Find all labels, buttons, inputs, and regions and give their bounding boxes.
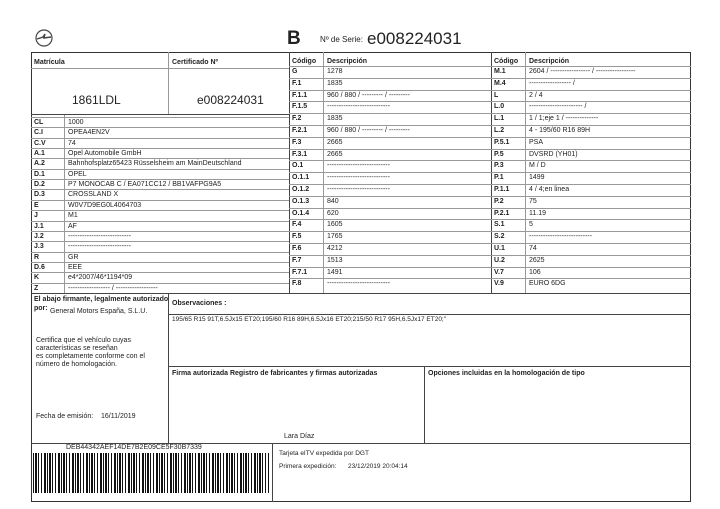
certifica-line-2: características se reseñan [36,345,118,352]
middle-value: 620 [327,209,339,217]
right-value: 4 / 4;en linea [529,186,570,193]
left-value: AF [68,222,77,230]
left-code: D.6 [34,263,45,271]
signer-label: El abajo firmante, legalmente autorizado [34,296,169,303]
middle-value: 960 / 880 / --------- / --------- [327,127,410,134]
right-value: EURO 6DG [529,280,566,288]
right-value: 5 [529,221,533,229]
middle-value: 1513 [327,256,343,264]
right-code: V.9 [494,280,504,288]
fecha-value: 16/11/2019 [101,413,136,420]
middle-code: F.6 [292,245,302,252]
right-codigo-label: Código [494,58,519,65]
middle-code: G [292,68,298,75]
left-code: J [34,212,38,220]
left-code: E [34,201,39,209]
left-value: CROSSLAND X [68,191,119,199]
barcode-text: DEB44342AEF14DE7B2E09CE5F30B7339 [66,444,202,451]
right-code: P.5 [494,150,504,158]
right-code: S.2 [494,233,505,241]
barcode [33,453,269,493]
left-value: EEE [68,263,83,271]
middle-code: O.1.3 [292,197,310,205]
right-value: 2 / 4 [529,91,543,99]
left-code: R [34,253,40,261]
right-descripcion-label: Descripción [529,58,570,65]
right-value: M / D [529,162,546,170]
right-value: ----------------------- / [529,103,587,111]
left-code: A.2 [34,160,45,168]
right-code: M.1 [494,68,506,75]
left-code: D.3 [34,191,45,199]
middle-value: 1765 [327,233,343,241]
opel-logo [34,28,54,48]
right-value: ------------------ / [529,79,575,87]
middle-value: --------------------------- [327,162,390,170]
left-value: Opel Automobile GmbH [68,150,142,158]
left-value: Bahnhofsplatz65423 Rüsselsheim am MainDeutschland [68,160,242,168]
por-label: por: [34,305,48,312]
middle-code: F.3 [292,138,302,146]
left-code: J.1 [34,222,44,230]
right-code: L [494,91,499,99]
signer-name: Lara Díaz [284,433,315,440]
matricula-label: Matrícula [34,59,65,66]
right-code: S.1 [494,221,505,229]
middle-code: F.2 [292,115,302,123]
left-value: P7 MONOCAB C / EA071CC12 / BB1VAFPG9A5 [68,181,222,189]
middle-code: F.5 [292,233,302,241]
certifica-line-4: número de homologación. [36,361,117,368]
right-value: 75 [529,197,537,205]
right-value: 11.19 [529,209,546,217]
right-code: L.0 [494,103,505,111]
middle-descripcion-label: Descripción [327,58,368,65]
left-value: OPEA4EN2V [68,129,110,137]
middle-code: O.1 [292,162,304,170]
fecha-label: Fecha de emisión: [36,413,94,420]
left-value: W0V7D9EG0L4064703 [68,201,142,209]
left-code: J.2 [34,232,44,240]
left-code: C.V [34,139,46,147]
right-code: P.2 [494,197,504,205]
observaciones-value: 195/65 R15 91T,6.5Jx15 ET20;195/60 R16 89H,6.5Jx16 ET20;215/50 R17 95H,6.5Jx17 ET20;" [172,316,447,323]
middle-code: F.1.1 [292,91,308,99]
right-code: M.4 [494,79,506,87]
left-code: D.2 [34,181,45,189]
right-value: 106 [529,268,541,276]
middle-code: F.7 [292,256,302,264]
middle-value: 960 / 880 / --------- / --------- [327,91,410,99]
right-code: P.3 [494,162,504,170]
middle-value: 1605 [327,221,343,229]
primera-value: 23/12/2019 20:04:14 [348,463,408,470]
left-value: e4*2007/46*1194*09 [68,274,133,282]
middle-code: F.1.5 [292,103,308,111]
certificado-label: Certificado Nº [172,59,219,66]
serial-value: e008224031 [367,29,462,48]
right-value: 2604 / ----------------- / ----------------- [529,68,636,75]
right-value: --------------------------- [529,233,592,241]
middle-code: F.2.1 [292,127,308,134]
left-code: J.3 [34,243,44,251]
left-value: GR [68,253,79,261]
left-code: A.1 [34,150,45,158]
right-code: U.1 [494,245,505,252]
left-code: K [34,274,40,282]
right-value: 1499 [529,174,545,182]
right-code: P.1.1 [494,186,510,193]
right-code: P.5.1 [494,138,510,146]
middle-value: 2665 [327,150,343,158]
middle-value: --------------------------- [327,186,390,193]
middle-value: 1835 [327,79,343,87]
firma-label: Firma autorizada Registro de fabricantes y firmas autorizadas [172,370,378,377]
left-value: 74 [68,139,76,147]
b-letter: B [287,28,301,49]
por-value: General Motors España, S.L.U. [50,308,148,315]
primera-label: Primera expedición: [279,463,337,470]
certificado-value: e008224031 [197,93,264,107]
serial-label: Nº de Serie: [320,35,363,44]
right-code: L.2 [494,127,505,134]
right-value: 74 [529,245,537,252]
certifica-line-3: es completamente conforme con el [36,353,145,360]
right-code: L.1 [494,115,505,123]
right-value: PSA [529,138,544,146]
observaciones-label: Observaciones : [172,300,227,307]
left-code: CL [34,119,44,126]
tarjeta-text: Tarjeta eITV expedida por DGT [279,450,369,457]
middle-value: 840 [327,197,339,205]
middle-code: F.1 [292,79,302,87]
middle-value: 1491 [327,268,343,276]
left-value: --------------------------- [68,232,131,240]
right-value: 1 / 1;eje 1 / -------------- [529,115,599,123]
middle-code: O.1.2 [292,186,310,193]
middle-code: F.8 [292,280,302,288]
middle-code: F.3.1 [292,150,308,158]
certifica-line-1: Certifica que el vehículo cuyas [36,337,131,344]
middle-code: O.1.1 [292,174,310,182]
left-value: OPEL [68,170,87,178]
middle-value: --------------------------- [327,103,390,111]
middle-value: 2665 [327,138,343,146]
left-code: C.I [34,129,43,137]
middle-codigo-label: Código [292,58,317,65]
right-value: 2625 [529,256,545,264]
middle-value: 1278 [327,68,343,75]
right-value: DVSRD (YH01) [529,150,578,158]
right-value: 4 - 195/60 R16 89H [529,127,591,134]
middle-value: --------------------------- [327,174,390,182]
left-value: M1 [68,212,78,220]
left-value: ------------------ / ------------------ [68,284,158,292]
left-code: Z [34,284,39,292]
middle-code: O.1.4 [292,209,310,217]
left-code: D.1 [34,170,45,178]
matricula-value: 1861LDL [72,93,121,107]
middle-code: F.4 [292,221,302,229]
middle-value: 1835 [327,115,343,123]
middle-code: F.7.1 [292,268,308,276]
opciones-label: Opciones incluidas en la homologación de tipo [428,370,585,377]
right-code: V.7 [494,268,504,276]
left-value: --------------------------- [68,243,131,251]
right-code: P.2.1 [494,209,510,217]
right-code: U.2 [494,256,505,264]
middle-value: --------------------------- [327,280,390,288]
right-code: P.1 [494,174,504,182]
middle-value: 4212 [327,245,343,252]
left-value: 1000 [68,119,84,126]
